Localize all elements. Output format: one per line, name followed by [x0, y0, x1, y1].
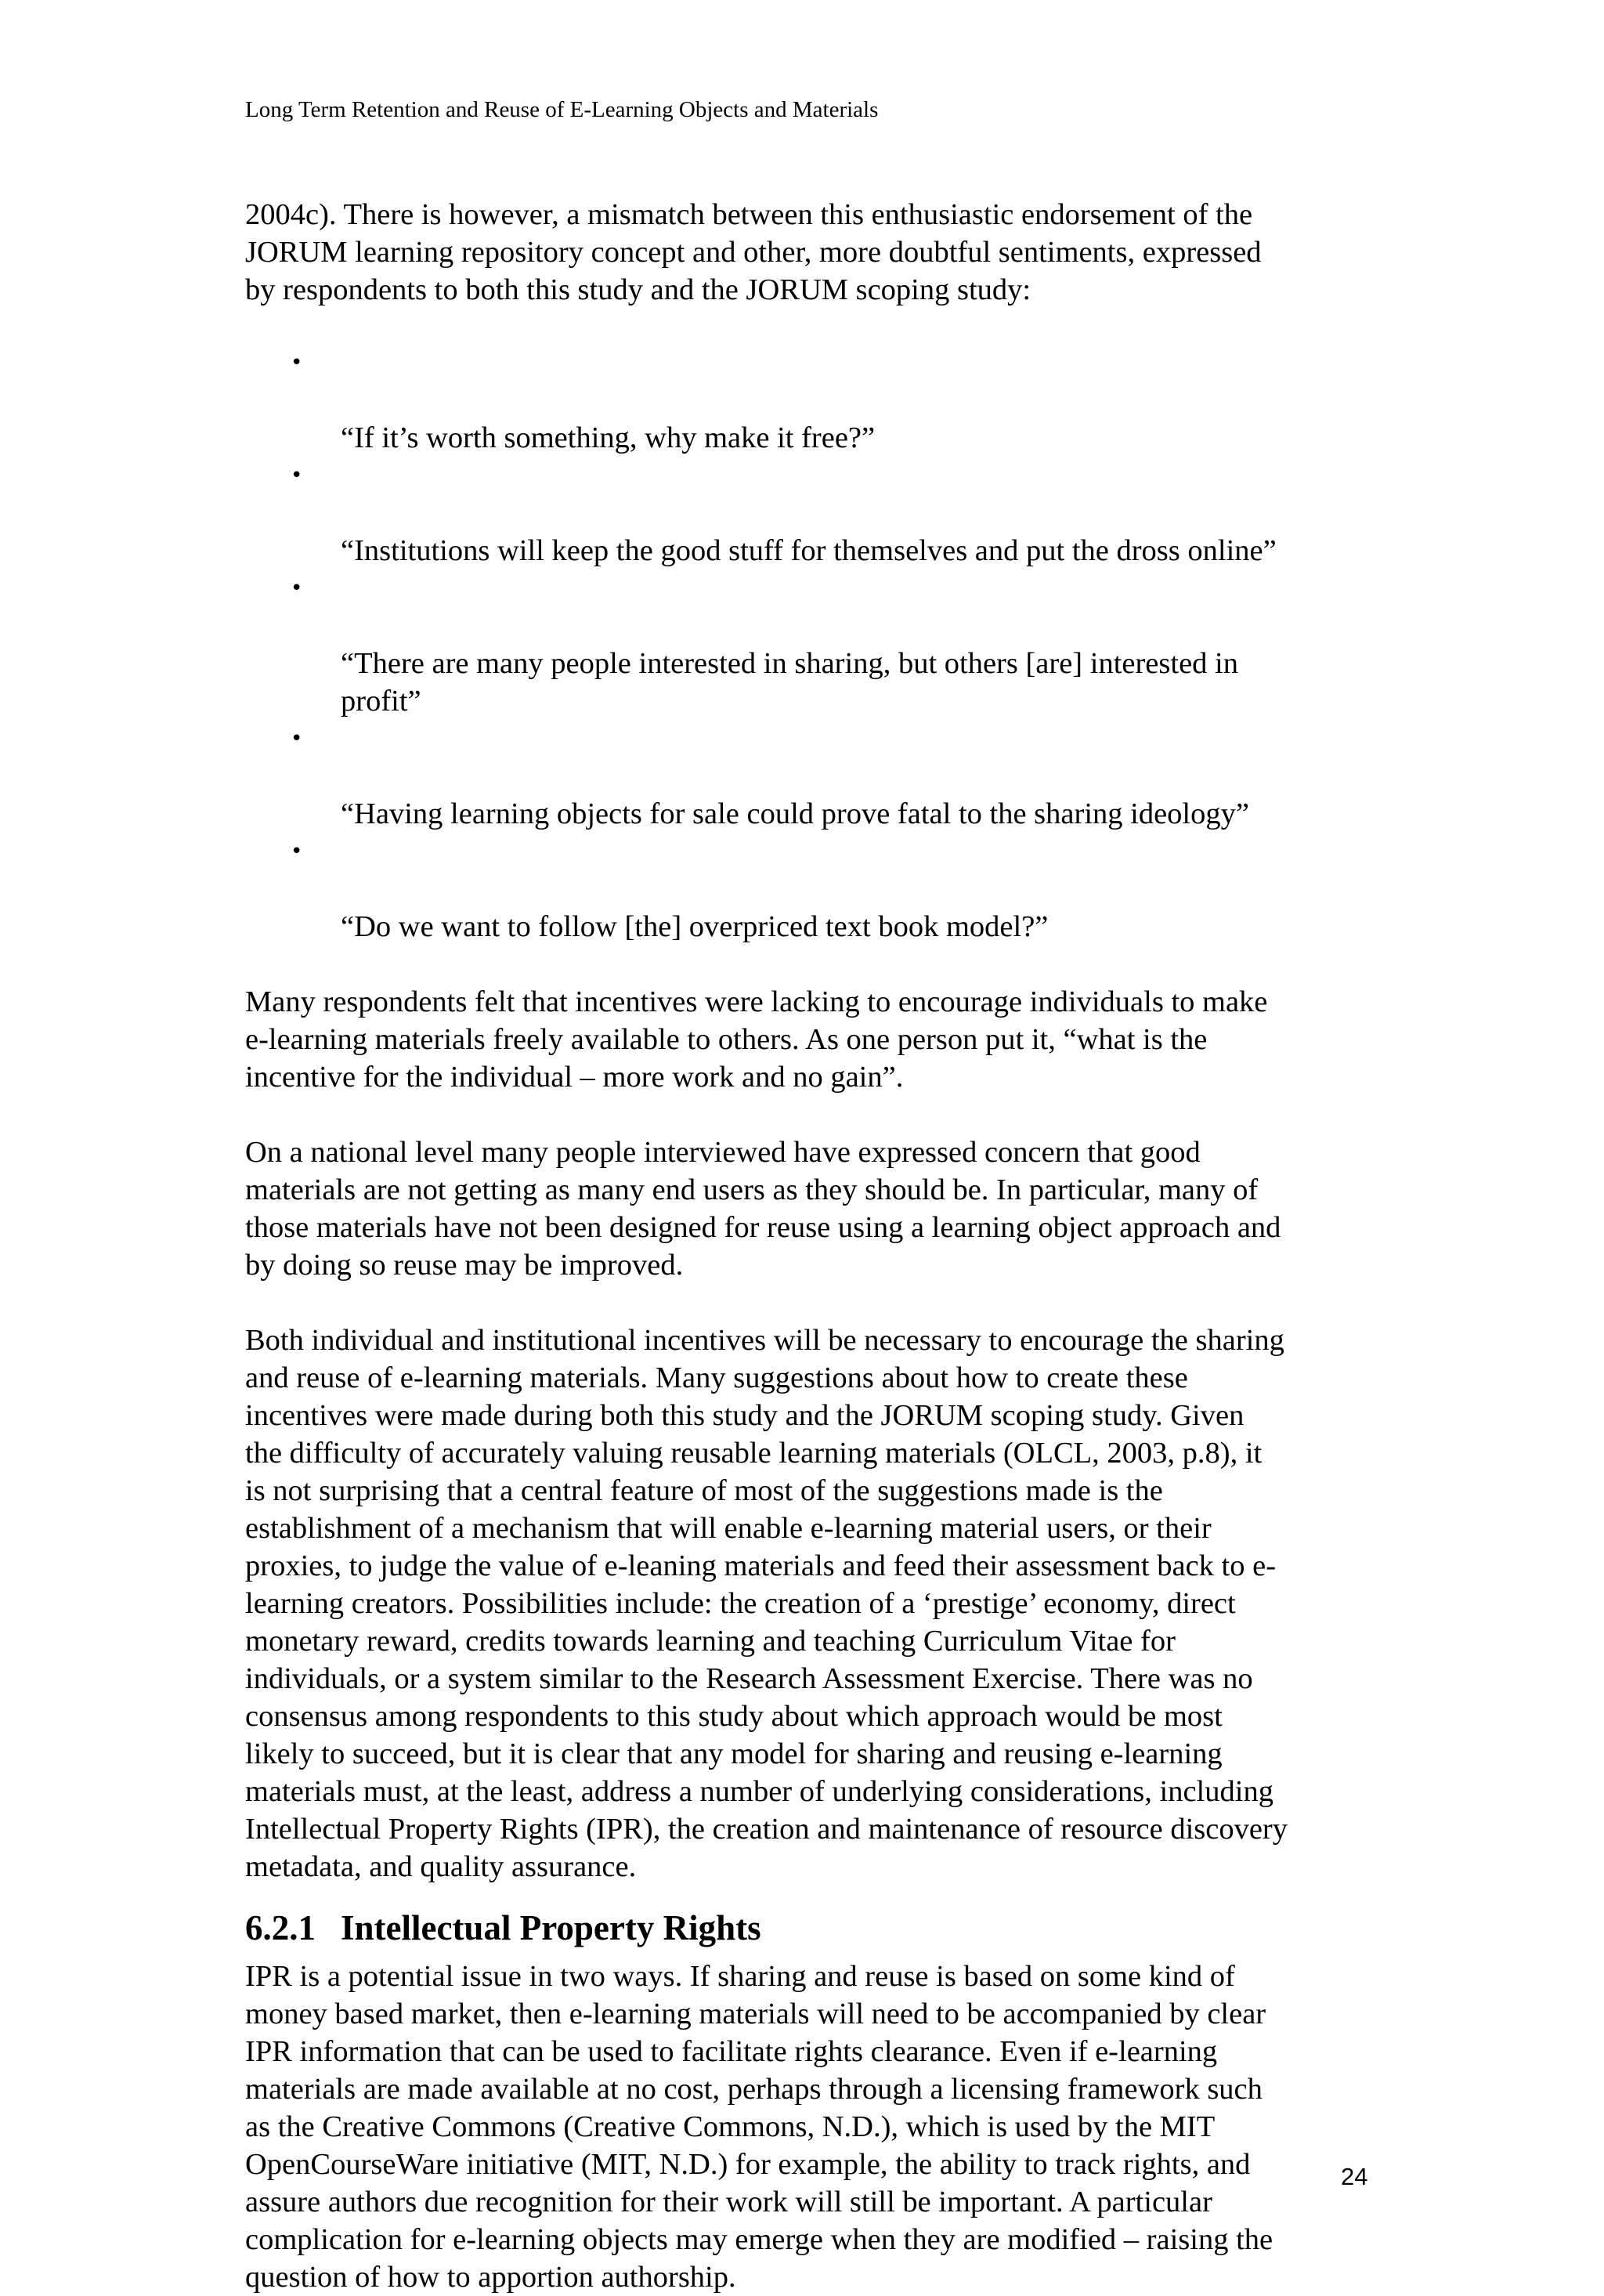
intro-paragraph: 2004c). There is however, a mismatch between this enthusiastic endorsement of the JORUM learning repository concept and other, more doubtful sentiments, expressed by respondents to both this study and the JORUM scoping study: [245, 198, 1262, 306]
bullet-icon: • [291, 464, 303, 487]
bullet-icon: • [291, 727, 303, 750]
page-body [245, 196, 1381, 2296]
quote-text: “Do we want to follow [the] overpriced text book model?” [341, 910, 1049, 943]
quote-text: “Institutions will keep the good stuff for themselves and put the dross online” [341, 534, 1277, 567]
list-item [245, 344, 1381, 457]
ipr-paragraph: IPR is a potential issue in two ways. If sharing and reuse is based on some kind of money based market, then e-learning materials will need to be accompanied by clear IPR information that can be used to facilitate rights clearance. Even if e-learning materials are made available at no cost, perhaps through a licensing framework such as the Creative Commons (Creative Commons, N.D.), which is used by the MIT OpenCourseWare initiative (MIT, N.D.) for example, the ability to track rights, and assure authors due recognition for their work will still be important. A particular complication for e-learning objects may emerge when they are modified – raising the question of how to apportion authorship. [245, 1960, 1273, 2294]
quote-text: “Having learning objects for sale could prove fatal to the sharing ideology” [341, 797, 1249, 830]
bullet-icon: • [291, 577, 303, 600]
national-level-paragraph: On a national level many people interviewed have expressed concern that good materials are not getting as many end users as they should be. In particular, many of those materials have not been designed for reuse using a learning object approach and by doing so reuse may be improved. [245, 1136, 1281, 1282]
page-number: 24 [1341, 2163, 1368, 2190]
section-heading [245, 1906, 1381, 1950]
section-title: Intellectual Property Rights [341, 1908, 761, 1947]
running-header: Long Term Retention and Reuse of E-Learning Objects and Materials [245, 97, 879, 122]
bullet-icon: • [291, 840, 303, 863]
list-item [245, 833, 1381, 946]
incentives-detail-paragraph: Both individual and institutional incentives will be necessary to encourage the sharing and reuse of e-learning materials. Many suggestions about how to create these incentives were made during both this study and the JORUM scoping study. Given the difficulty of accurately valuing reusable learning materials (OLCL, 2003, p.8), it is not surprising that a central feature of most of the suggestions made is the establishment of a mechanism that will enable e-learning material users, or their proxies, to judge the value of e-leaning materials and feed their assessment back to e- learning creators. Possibilities include: the creation of a ‘prestige’ economy, direct monetary reward, credits towards learning and teaching Curriculum Vitae for individuals, or a system similar to the Research Assessment Exercise. There was no consensus among respondents to this study about which approach would be most likely to succeed, but it is clear that any model for sharing and reusing e-learning materials must, at the least, address a number of underlying considerations, including Intellectual Property Rights (IPR), the creation and maintenance of resource discovery metadata, and quality assurance. [245, 1324, 1288, 1883]
section-number: 6.2.1 [245, 1908, 316, 1947]
bullet-icon: • [291, 351, 303, 374]
quote-list [245, 344, 1381, 946]
list-item [245, 569, 1381, 720]
list-item [245, 720, 1381, 833]
quote-text: “There are many people interested in sharing, but others [are] interested in profit” [341, 647, 1238, 718]
incentives-paragraph: Many respondents felt that incentives were lacking to encourage individuals to make e-learning materials freely available to others. As one person put it, “what is the incentive for the individual – more work and no gain”. [245, 985, 1268, 1094]
quote-text: “If it’s worth something, why make it free?” [341, 421, 876, 454]
list-item [245, 457, 1381, 569]
